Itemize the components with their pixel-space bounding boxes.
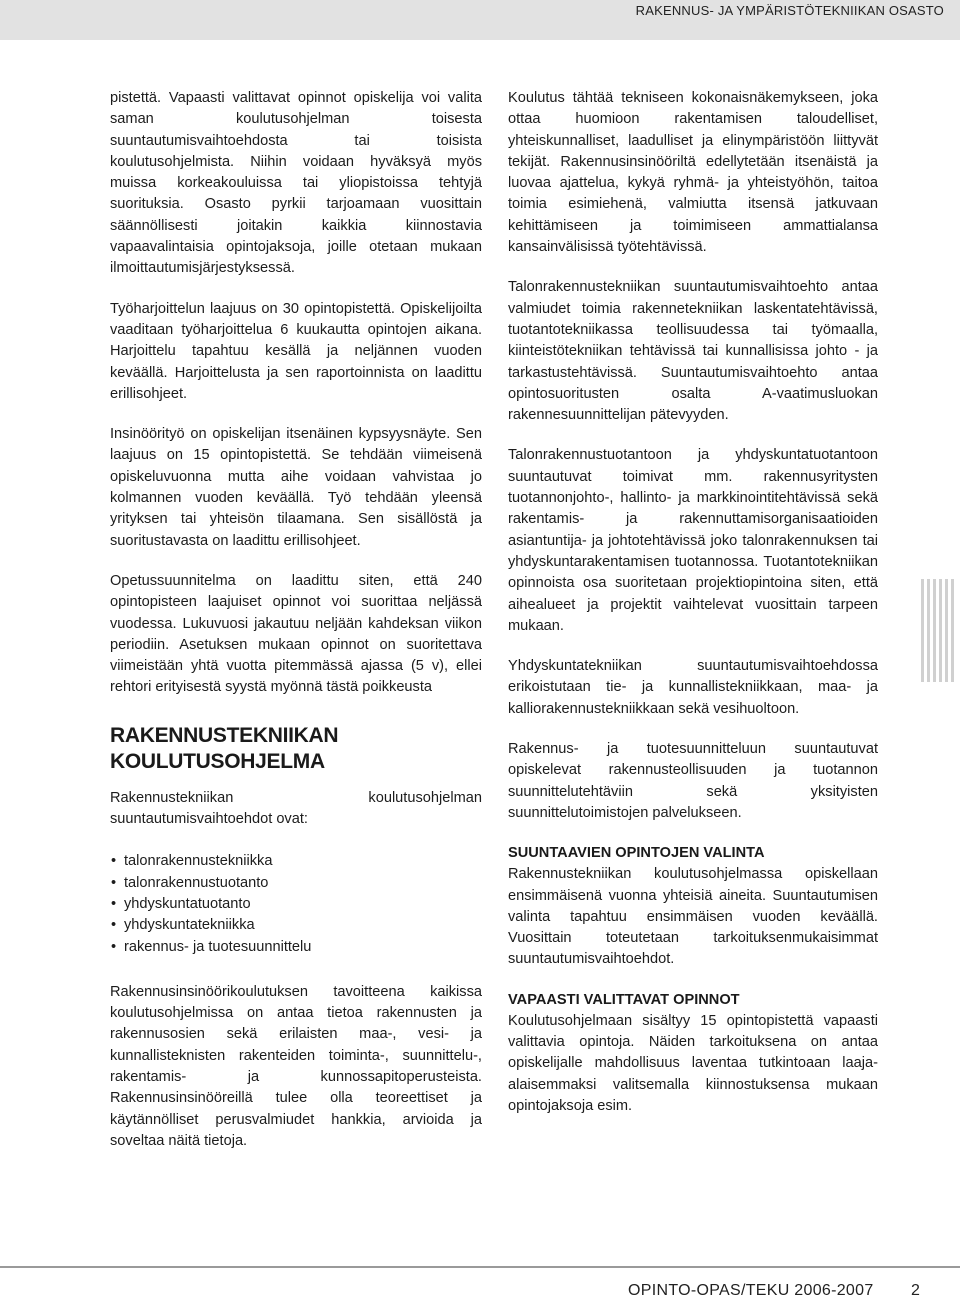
right-paragraph-3: Talonrakennustuotantoon ja yhdyskuntatuotantoon suuntautuvat toimivat mm. rakennusyritysten tuotannonjohto-, hallinto- ja markkinointitehtävissä sekä rakentamis- ja rakennuttamisorganisaatioiden asiantuntija- ja johtotehtävissä joko talonrakennuksen tai yhdyskuntarakentamisen tuotannossa. Tuotantotekniikan opinnoista osa suoritetaan projektiopintoina siten, että aihealueet ja projektit vaihtelevat vuosittain tarpeen mukaan.	[508, 447, 878, 634]
right-paragraph-2: Talonrakennustekniikan suuntautumisvaihtoehto antaa valmiudet toimia rakennetekniikan laskentatehtävissä, tuotantotekniikassa teollisuudessa tai työmaalla, kiinteistötekniikan tehtävissä tai kunnallisissa johto - ja tarkastustehtävissä. Suuntautumisvaihtoehto antaa opintosuoritusten osalta A-vaatimusluokan rakennesuunnittelijan pätevyyden.	[508, 279, 878, 424]
subheading-valinta: SUUNTAAVIEN OPINTOJEN VALINTA	[508, 845, 765, 862]
left-paragraph-6: Rakennusinsinöörikoulutuksen tavoitteena kaikissa koulutusohjelmissa on antaa tietoa rakennusten ja rakennusosien sekä erilaisten maa-, vesi- ja kunnallisteknisten rakenteiden toiminta-, suunnittelu-, rakentamis- ja kunnossapitoperusteista. Rakennusinsinööreillä tulee olla teoreettiset ja käytännölliset perusvalmiudet hankkia, arvioida ja soveltaa näitä tietoja.	[110, 983, 482, 1149]
right-paragraph-7: Koulutusohjelmaan sisältyy 15 opintopistettä vapaasti valittavia opintoja. Näiden tarkoituksena on antaa opiskelijalle mahdollisuus laventaa tutkintoaan laaja-alaisemmaksi valitsemalla kiinnostuksensa mukaan opintojaksoja esim.	[508, 1012, 878, 1114]
list-item: • yhdyskuntatekniikka	[110, 915, 482, 936]
right-paragraph-5: Rakennus- ja tuotesuunnitteluun suuntautuvat opiskelevat rakennusteollisuuden ja tuotannon suunnittelutehtäviin sekä yksityisten suunnittelutoimistojen palvelukseen.	[508, 741, 878, 821]
list-item: • talonrakennustekniikka	[110, 851, 482, 872]
header-title: RAKENNUS- JA YMPÄRISTÖTEKNIIKAN OSASTO	[635, 3, 944, 18]
section-tab-marker	[921, 579, 954, 682]
left-paragraph-4: Opetussuunnitelma on laadittu siten, että 240 opintopisteen laajuiset opinnot voi suorittaa neljässä vuodessa. Lukuvuosi jakautuu neljään kahdeksan viikon periodiin. Asetuksen mukaan opinnot on suoritettava viimeistään yhtä vuotta pitemmässä ajassa (5 v), ellei rehtori erityisestä syystä myönnä tästä poikkeusta	[110, 572, 482, 696]
list-item: • talonrakennustuotanto	[110, 873, 482, 894]
tab-stripe	[921, 579, 924, 682]
right-paragraph-1: Koulutus tähtää tekniseen kokonaisnäkemykseen, joka ottaa huomioon rakentamisen taloudelliset, yhteiskunnalliset, laadulliset ja elinympäristöön liittyvät tekijät. Rakennusinsinööriltä edellytetään itsenäistä ja luovaa ajattelua, kykyä ryhmä- ja yhteistyöhön, taitoa toimia esimiehenä, valmiutta itsensä jatkuvaan kehittämiseen ja toimimiseen ammattialansa kansainvälisissä työtehtävissä.	[508, 90, 878, 256]
right-paragraph-6: Rakennustekniikan koulutusohjelmassa opiskellaan ensimmäisenä vuonna yhteisiä aineita. Suuntautumisen valinta tapahtuu ensimmäisen vuoden keväällä. Vuosittain toteutetaan tarkoituksenmukaisimmat suuntautumisvaihtoehdot.	[508, 866, 878, 968]
right-paragraph-4: Yhdyskuntatekniikan suuntautumisvaihtoehdossa erikoistutaan tie- ja kunnallistekniikkaan, maa- ja kalliorakennustekniikkaan sekä vesihuoltoon.	[508, 658, 878, 717]
section-heading-line-2: KOULUTUSOHJELMA	[110, 749, 325, 773]
left-paragraph-1: pistettä. Vapaasti valittavat opinnot opiskelija voi valita saman koulutusohjelman toisesta suuntautumisvaihtoehdosta tai toisista koulutusohjelmista. Niihin voidaan hyväksyä myös muissa korkeakouluissa tai yliopistoissa tehtyjä suorituksia. Osasto pyrkii tarjoamaan vuosittain säännöllisesti joitakin kaikkia kiinnostavia vapaavalintaisia opintojaksoja, joille otetaan mukaan ilmoittautumisjärjestyksessä.	[110, 90, 482, 277]
left-column	[110, 88, 482, 1171]
page-number: 2	[911, 1282, 920, 1299]
tab-stripe	[945, 579, 948, 682]
right-column	[508, 88, 878, 1136]
header-bar	[0, 0, 960, 40]
footer-rule	[0, 1266, 960, 1268]
list-item: • yhdyskuntatuotanto	[110, 894, 482, 915]
tab-stripe	[933, 579, 936, 682]
left-paragraph-2: Työharjoittelun laajuus on 30 opintopistettä. Opiskelijoilta vaaditaan työharjoittelua 6 kuukautta opintojen aikana. Harjoittelu tapahtuu kesällä ja neljännen vuoden keväällä. Harjoittelusta ja sen raportoinnista on laadittu erillisohjeet.	[110, 300, 482, 402]
specialization-list	[110, 851, 482, 957]
left-paragraph-5: Rakennustekniikan koulutusohjelman suuntautumisvaihtoehdot ovat:	[110, 789, 482, 828]
section-heading	[110, 723, 482, 775]
list-item: • rakennus- ja tuotesuunnittelu	[110, 937, 482, 958]
tab-stripe	[939, 579, 942, 682]
left-paragraph-3: Insinöörityö on opiskelijan itsenäinen kypsyysnäyte. Sen laajuus on 15 opintopistettä. Se tehdään viimeisenä opiskeluvuonna mutta aihe voidaan vahvistaa jo kolmannen vuoden keväällä. Työ tehdään yleensä yrityksen tai yhteisön tilaamana. Sen sisällöstä ja suoritustavasta on laadittu erillisohjeet.	[110, 426, 482, 549]
section-heading-line-1: RAKENNUSTEKNIIKAN	[110, 723, 339, 747]
tab-stripe	[951, 579, 954, 682]
footer-title: OPINTO-OPAS/TEKU 2006-2007	[628, 1282, 874, 1299]
subheading-vapaasti: VAPAASTI VALITTAVAT OPINNOT	[508, 991, 740, 1008]
tab-stripe	[927, 579, 930, 682]
